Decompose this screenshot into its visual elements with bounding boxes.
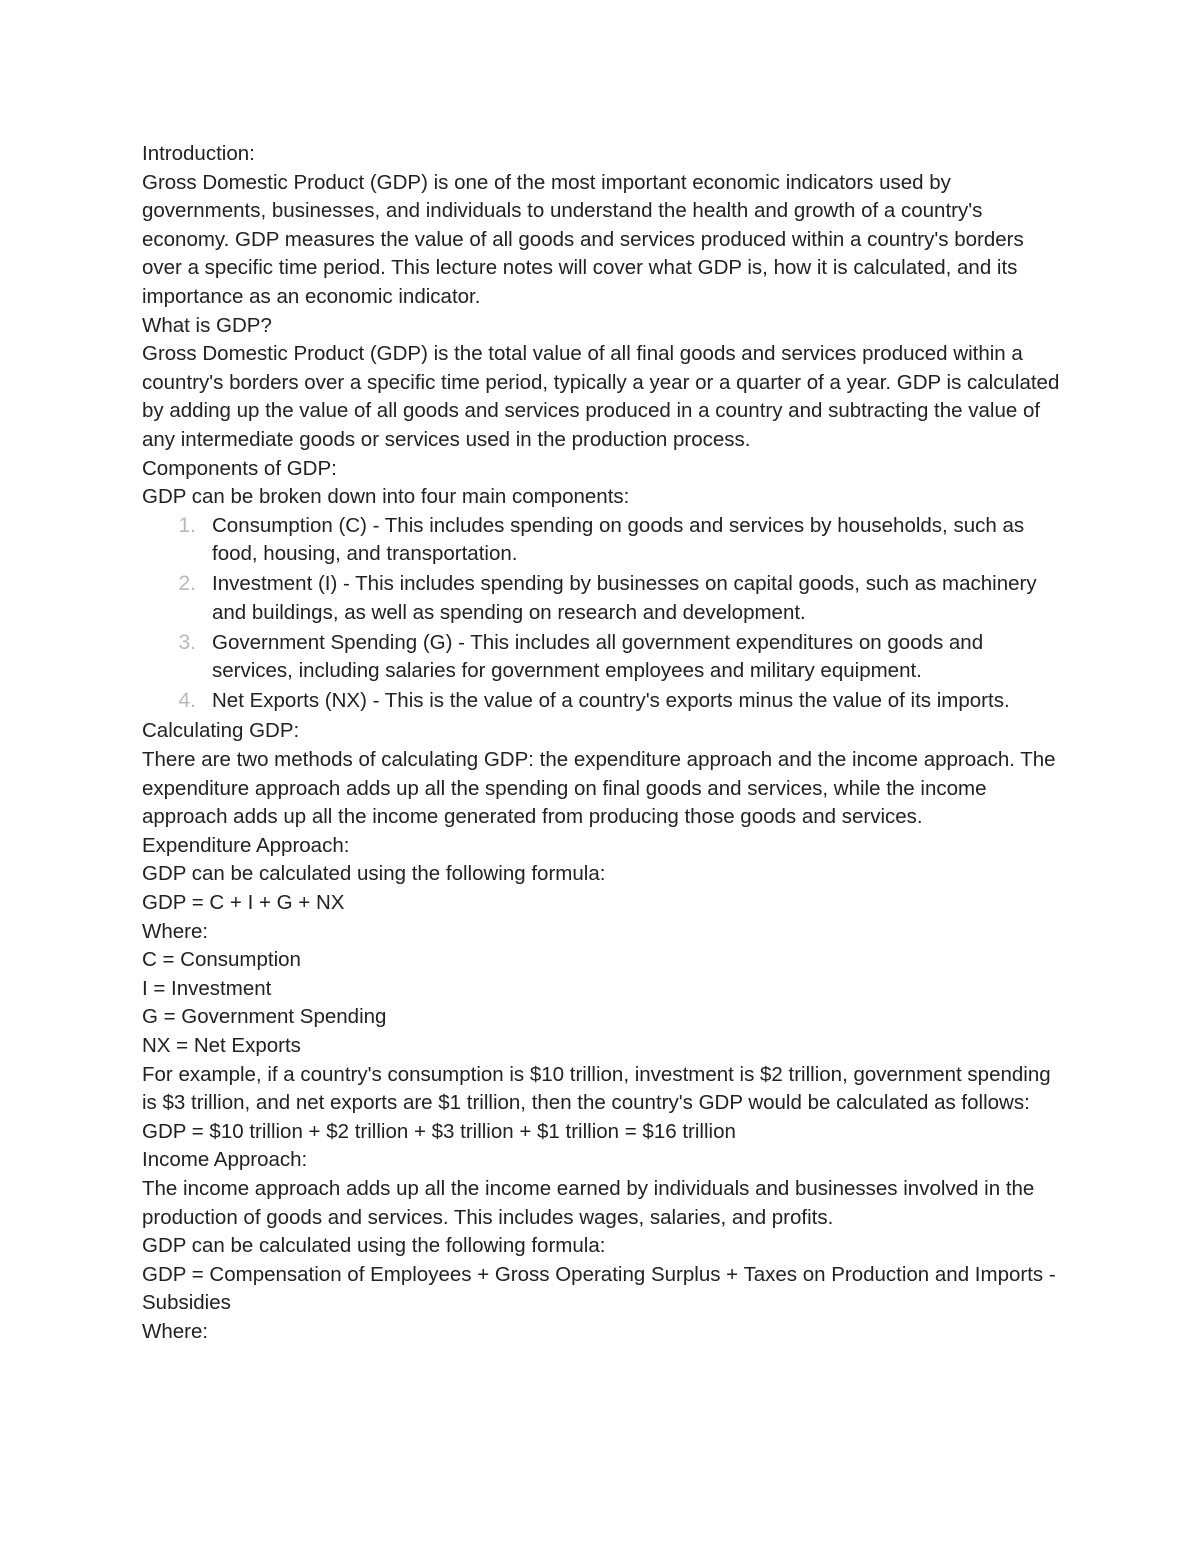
definition-investment: I = Investment (142, 976, 272, 1000)
income-paragraph: The income approach adds up all the income earned by individuals and businesses involved in the production of goods and services. This includes wages, salaries, and profits. (142, 1176, 1035, 1229)
expenditure-example: For example, if a country's consumption is $10 trillion, investment is $2 trillion, government spending is $3 trillion, and net exports are $1 trillion, then the country's GDP would be calculated as follows: (142, 1062, 1051, 1115)
components-intro: GDP can be broken down into four main components: (142, 485, 630, 509)
definition-consumption: C = Consumption (142, 948, 301, 972)
definition-net-exports: NX = Net Exports (142, 1033, 301, 1057)
expenditure-formula-intro: GDP can be calculated using the following formula: (142, 862, 606, 886)
list-item-text: Investment (I) - This includes spending by businesses on capital goods, such as machinery and buildings, as well as spending on research and development. (212, 572, 1037, 624)
list-item (142, 687, 1062, 716)
expenditure-example-calculation: GDP = $10 trillion + $2 trillion + $3 trillion + $1 trillion = $16 trillion (142, 1119, 736, 1143)
what-is-gdp-paragraph: Gross Domestic Product (GDP) is the total value of all final goods and services produced within a country's borders over a specific time period, typically a year or a quarter of a year. GDP is calculated by adding up the value of all goods and services produced in a country and subtracting the value of any intermediate goods or services used in the production process. (142, 342, 1060, 451)
intro-paragraph: Gross Domestic Product (GDP) is one of the most important economic indicators used by governments, businesses, and individuals to understand the health and growth of a country's economy. GDP measures the value of all goods and services produced within a country's borders over a specific time period. This lecture notes will cover what GDP is, how it is calculated, and its importance as an economic indicator. (142, 170, 1024, 308)
list-item-number: 4. (178, 689, 196, 713)
expenditure-heading: Expenditure Approach: (142, 833, 350, 857)
list-item (142, 629, 1062, 686)
components-list (142, 512, 1062, 716)
definition-government-spending: G = Government Spending (142, 1005, 387, 1029)
intro-heading: Introduction: (142, 142, 255, 165)
list-item-number: 1. (178, 513, 196, 537)
list-item-text: Consumption (C) - This includes spending on goods and services by households, such as food, housing, and transportation. (212, 513, 1025, 566)
calculating-heading: Calculating GDP: (142, 719, 300, 743)
list-item (142, 570, 1062, 627)
expenditure-where: Where: (142, 919, 209, 943)
list-item-number: 3. (178, 630, 196, 654)
list-item-number: 2. (178, 572, 196, 596)
what-is-gdp-heading: What is GDP? (142, 313, 272, 337)
income-heading: Income Approach: (142, 1148, 308, 1172)
income-formula: GDP = Compensation of Employees + Gross Operating Surplus + Taxes on Production and Imports - Subsidies (142, 1262, 1056, 1315)
list-item (142, 512, 1062, 569)
list-item-text: Government Spending (G) - This includes all government expenditures on goods and services, including salaries for government employees and military equipment. (212, 630, 984, 683)
list-item-text: Net Exports (NX) - This is the value of a country's exports minus the value of its imports. (212, 689, 1010, 713)
income-formula-intro: GDP can be calculated using the following formula: (142, 1234, 606, 1258)
calculating-paragraph: There are two methods of calculating GDP: the expenditure approach and the income approach. The expenditure approach adds up all the spending on final goods and services, while the income approach adds up all the income generated from producing those goods and services. (142, 748, 1056, 829)
income-where: Where: (142, 1319, 209, 1343)
expenditure-formula: GDP = C + I + G + NX (142, 891, 345, 914)
components-heading: Components of GDP: (142, 456, 337, 480)
document-page (142, 140, 1062, 1347)
